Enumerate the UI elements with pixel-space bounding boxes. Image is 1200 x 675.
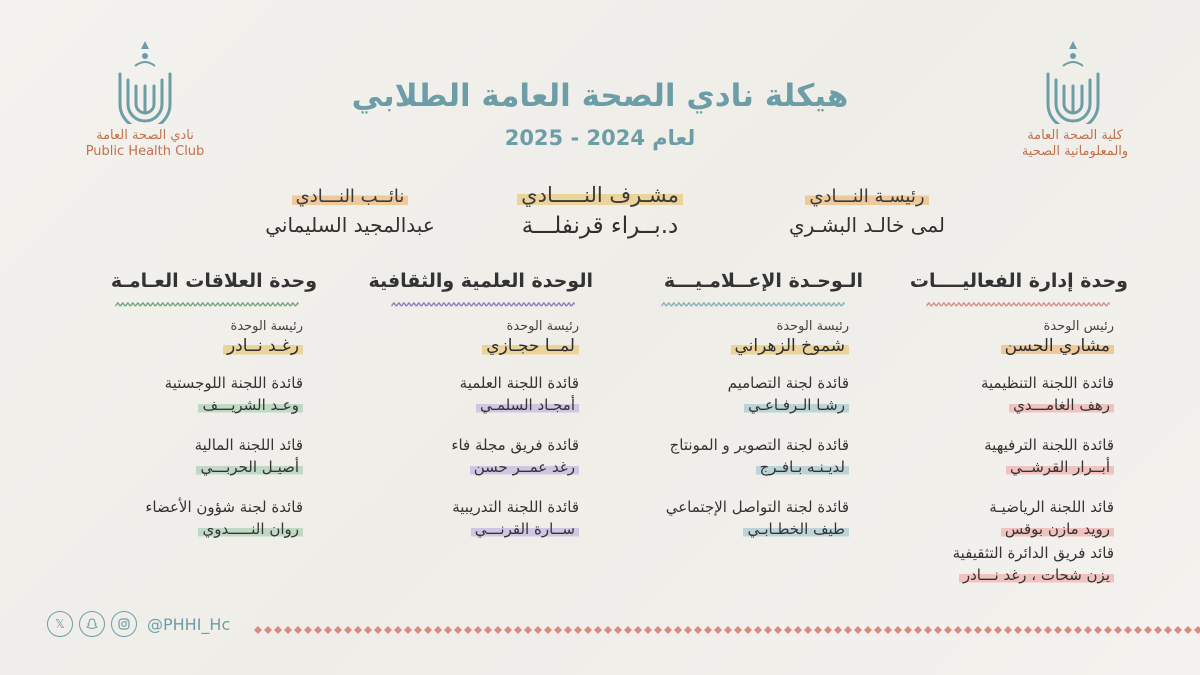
committee-item [893,544,1114,584]
committee-role: قائد اللجنة الرياضيـة [989,498,1114,516]
committee-leader: يزن شحات ، رغد نـــادر [959,566,1114,584]
x-twitter-icon[interactable]: 𝕏 [47,611,73,637]
committee-leader: أصيـل الحربـــي [196,458,303,476]
snapchat-icon[interactable] [79,611,105,637]
page-subtitle: لعام 2024 - 2025 [504,126,696,150]
club-logo-english: Public Health Club [85,144,205,159]
president-block [752,186,982,237]
committee-leader: روان النـــــدوي [198,520,303,538]
committee-item [358,374,579,414]
unit-title: الـوحـدة الإعــلامـيـــة [663,270,863,292]
committee-role: قائدة اللجنة التنظيمية [980,374,1114,392]
unit-head-role: رئيسة الوحدة [506,319,579,334]
unit-head-role: رئيس الوحدة [1043,319,1114,334]
president-role: رئيسـة النـــادي [805,186,928,207]
unit-head-role: رئيسة الوحدة [230,319,303,334]
committee-leader: أبــرار القرشــي [1006,458,1114,476]
supervisor-role: مشـرف النـــــادي [517,183,683,207]
unit-divider [97,302,317,307]
committee-item [893,374,1114,414]
supervisor-name: د.بــراء قرنفلـــة [521,213,679,239]
unit-divider [373,302,593,307]
unit-head-role: رئيسة الوحدة [776,319,849,334]
committee-role: قائدة لجنة التصاميم [727,374,849,392]
committee-leader: لديـنـه بـافـرج [756,458,849,476]
unit-public-relations [82,270,317,538]
committee-item [82,374,303,414]
vice-president-name: عبدالمجيد السليماني [265,213,435,237]
unit-science-culture [358,270,593,538]
president-name: لمى خالـد البشـري [788,213,946,237]
vice-president-block [230,186,470,237]
committee-item [358,436,579,476]
committee-role: قائد فريق الدائرة التثقيفية [952,544,1114,562]
unit-head-name: مشاري الحسن [1001,336,1114,356]
supervisor-block [480,183,720,239]
club-logo-arabic: نادي الصحة العامة [96,128,194,143]
committee-leader: رغد عمــر حسن [470,458,579,476]
committee-item [628,374,849,414]
instagram-icon[interactable] [111,611,137,637]
committee-item [628,498,849,538]
decorative-border [253,625,1200,635]
unit-media [628,270,863,538]
college-logo-line1: كلية الصحة العامة [1027,128,1123,143]
unit-divider [908,302,1128,307]
committee-leader: طيف الخطـابـي [743,520,849,538]
committee-role: قائدة فريق مجلة فاء [451,436,579,454]
unit-head-name: شموخ الزهراني [731,336,849,356]
committee-item [82,436,303,476]
unit-head-name: رغـد نــادر [223,336,303,356]
committee-leader: رويد مازن بوقس [1001,520,1114,538]
committee-role: قائدة اللجنة التدريبية [452,498,579,516]
page-title: هيكلة نادي الصحة العامة الطلابي [351,78,849,114]
social-handle[interactable]: @PHHI_Hc [147,614,231,634]
unit-head-name: لمــا حجـازي [482,336,579,356]
committee-role: قائدة لجنة شؤون الأعضاء [145,498,303,516]
college-logo-line2: والمعلوماتية الصحية [1021,144,1129,159]
committee-role: قائد اللجنة المالية [194,436,303,454]
committee-leader: أمجـاد السلمـي [476,396,579,414]
unit-divider [643,302,863,307]
committee-role: قائدة اللجنة الترفيهية [984,436,1114,454]
committee-leader: ســارة القرنـــي [471,520,579,538]
committee-leader: رهف الغامـــدي [1009,396,1114,414]
committee-role: قائدة اللجنة العلمية [459,374,579,392]
unit-title: وحدة إدارة الفعاليــــات [909,270,1128,292]
vice-president-role: نائــب النـــادي [292,186,409,207]
unit-events [893,270,1128,584]
committee-role: قائدة اللجنة اللوجستية [164,374,303,392]
committee-role: قائدة لجنة التواصل الإجتماعي [665,498,849,516]
unit-title: وحدة العلاقات العـامـة [110,270,317,292]
unit-title: الوحدة العلمية والثقافية [368,270,593,292]
committee-item [82,498,303,538]
committee-item [358,498,579,538]
committee-item [893,498,1114,538]
committee-leader: رشـا الـرفـاعـي [744,396,849,414]
committee-item [628,436,849,476]
social-bar [47,610,230,638]
committee-item [893,436,1114,476]
committee-role: قائدة لجنة التصوير و المونتاج [669,436,849,454]
committee-leader: وعـد الشريـــف [198,396,303,414]
